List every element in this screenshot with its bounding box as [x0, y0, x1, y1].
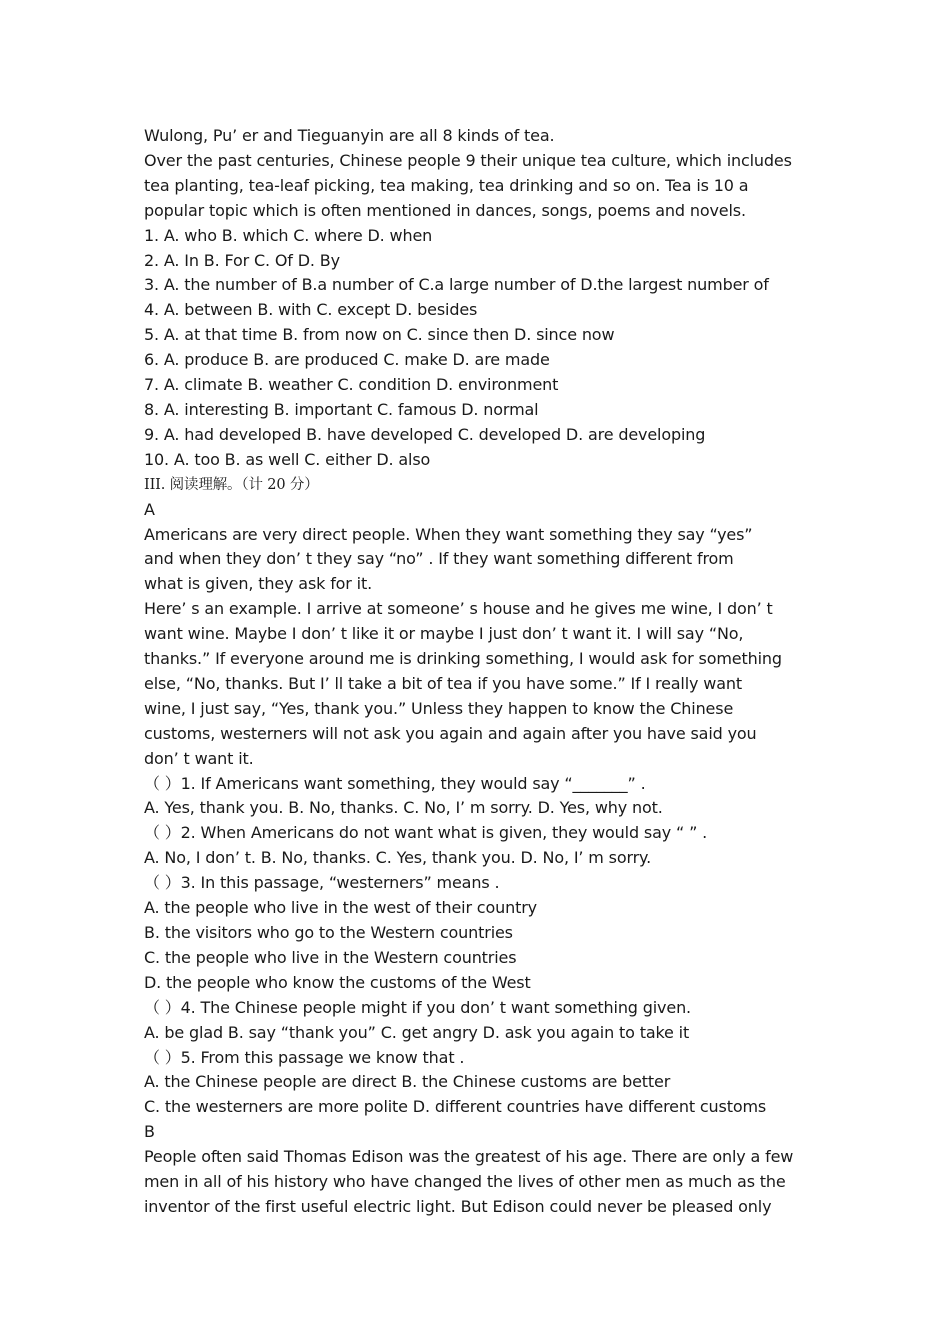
- option-line: D. the people who know the customs of the West: [144, 972, 531, 992]
- text-line: men in all of his history who have changed the lives of other men as much as the: [144, 1172, 786, 1192]
- text-line: Over the past centuries, Chinese people 9 their unique tea culture, which includes: [144, 150, 792, 170]
- option-line: 2. A. In B. For C. Of D. By: [144, 250, 340, 270]
- option-line: A. be glad B. say “thank you” C. get angry D. ask you again to take it: [144, 1022, 690, 1042]
- option-line: 10. A. too B. as well C. either D. also: [144, 449, 431, 469]
- option-line: B. the visitors who go to the Western countries: [144, 923, 513, 942]
- option-line: C. the people who live in the Western countries: [144, 947, 517, 967]
- text-line: Americans are very direct people. When they want something they say “yes”: [144, 524, 753, 544]
- option-line: 4. A. between B. with C. except D. besides: [144, 300, 478, 320]
- option-line: A. the people who live in the west of their country: [144, 898, 537, 918]
- option-line: 5. A. at that time B. from now on C. since then D. since now: [144, 325, 615, 345]
- option-line: C. the westerners are more polite D. different countries have different customs: [144, 1097, 767, 1117]
- question-line: （ ）3. In this passage, “westerners” means .: [144, 873, 500, 893]
- text-line: customs, westerners will not ask you again and again after you have said you: [144, 723, 757, 743]
- text-line: thanks.” If everyone around me is drinking something, I would ask for something: [144, 649, 782, 669]
- option-line: 9. A. had developed B. have developed C. developed D. are developing: [144, 424, 706, 444]
- text-line: Here’ s an example. I arrive at someone’ s house and he gives me wine, I don’ t: [144, 599, 773, 619]
- passage-label: B: [144, 1122, 155, 1142]
- text-line: popular topic which is often mentioned in dances, songs, poems and novels.: [144, 200, 746, 220]
- text-line: else, “No, thanks. But I’ ll take a bit of tea if you have some.” If I really want: [144, 673, 742, 693]
- question-line: （ ）2. When Americans do not want what is given, they would say “ ” .: [144, 823, 708, 843]
- option-line: 1. A. who B. which C. where D. when: [144, 225, 433, 245]
- option-line: 8. A. interesting B. important C. famous D. normal: [144, 399, 539, 419]
- passage-label: A: [144, 499, 155, 519]
- option-line: 6. A. produce B. are produced C. make D. are made: [144, 350, 550, 370]
- text-line: don’ t want it.: [144, 748, 254, 768]
- text-line: what is given, they ask for it.: [144, 574, 373, 594]
- text-line: want wine. Maybe I don’ t like it or maybe I just don’ t want it. I will say “No,: [144, 624, 744, 644]
- question-line: （ ）5. From this passage we know that .: [144, 1047, 465, 1067]
- question-line: （ ）4. The Chinese people might if you don’ t want something given.: [144, 997, 691, 1017]
- text-line: People often said Thomas Edison was the greatest of his age. There are only a few: [144, 1147, 794, 1167]
- text-line: and when they don’ t they say “no” . If they want something different from: [144, 549, 734, 569]
- question-line: （ ）1. If Americans want something, they would say “_______” .: [144, 773, 646, 793]
- option-line: 7. A. climate B. weather C. condition D. environment: [144, 375, 559, 395]
- text-line: inventor of the first useful electric light. But Edison could never be pleased only: [144, 1196, 772, 1216]
- text-line: wine, I just say, “Yes, thank you.” Unless they happen to know the Chinese: [144, 698, 734, 718]
- option-line: 3. A. the number of B.a number of C.a large number of D.the largest number of: [144, 275, 769, 295]
- option-line: A. the Chinese people are direct B. the Chinese customs are better: [144, 1072, 671, 1092]
- text-line: Wulong, Pu’ er and Tieguanyin are all 8 kinds of tea.: [144, 126, 555, 145]
- option-line: A. No, I don’ t. B. No, thanks. C. Yes, thank you. D. No, I’ m sorry.: [144, 848, 652, 868]
- document-page: [144, 124, 812, 1220]
- section-heading: III. 阅读理解。（计 20 分）: [144, 476, 319, 493]
- text-line: tea planting, tea-leaf picking, tea making, tea drinking and so on. Tea is 10 a: [144, 175, 749, 195]
- option-line: A. Yes, thank you. B. No, thanks. C. No, I’ m sorry. D. Yes, why not.: [144, 798, 663, 818]
